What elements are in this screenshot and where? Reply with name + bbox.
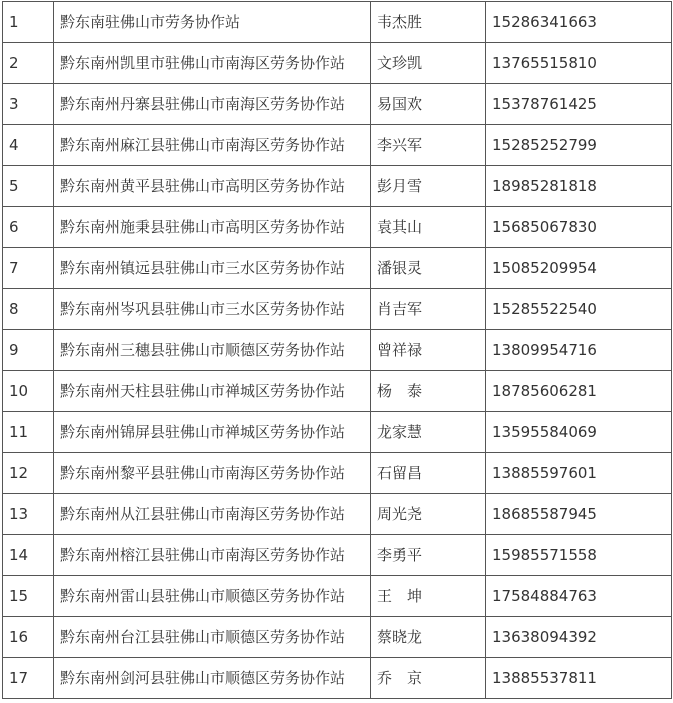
row-index-cell: 3: [3, 84, 54, 125]
table-row: [3, 166, 672, 207]
row-index-cell: 11: [3, 412, 54, 453]
phone-number-cell: 15286341663: [486, 2, 672, 43]
table-row: [3, 330, 672, 371]
station-name-cell: 黔东南州台江县驻佛山市顺德区劳务协作站: [54, 617, 371, 658]
contact-person-cell: 李兴军: [371, 125, 486, 166]
contact-person-cell: 李勇平: [371, 535, 486, 576]
table-row: [3, 535, 672, 576]
phone-number-cell: 13809954716: [486, 330, 672, 371]
row-index-cell: 14: [3, 535, 54, 576]
station-name-cell: 黔东南州三穗县驻佛山市顺德区劳务协作站: [54, 330, 371, 371]
row-index-cell: 5: [3, 166, 54, 207]
contact-table: [2, 1, 672, 699]
table-row: [3, 371, 672, 412]
row-index-cell: 2: [3, 43, 54, 84]
phone-number-cell: 13638094392: [486, 617, 672, 658]
contact-table-body: [3, 2, 672, 699]
phone-number-cell: 15685067830: [486, 207, 672, 248]
station-name-cell: 黔东南州从江县驻佛山市南海区劳务协作站: [54, 494, 371, 535]
row-index-cell: 4: [3, 125, 54, 166]
row-index-cell: 17: [3, 658, 54, 699]
station-name-cell: 黔东南州天柱县驻佛山市禅城区劳务协作站: [54, 371, 371, 412]
table-row: [3, 453, 672, 494]
row-index-cell: 9: [3, 330, 54, 371]
row-index-cell: 16: [3, 617, 54, 658]
table-row: [3, 289, 672, 330]
phone-number-cell: 15985571558: [486, 535, 672, 576]
table-row: [3, 84, 672, 125]
contact-person-cell: 韦杰胜: [371, 2, 486, 43]
station-name-cell: 黔东南州剑河县驻佛山市顺德区劳务协作站: [54, 658, 371, 699]
contact-person-cell: 乔 京: [371, 658, 486, 699]
phone-number-cell: 17584884763: [486, 576, 672, 617]
table-row: [3, 2, 672, 43]
contact-person-cell: 袁其山: [371, 207, 486, 248]
station-name-cell: 黔东南州施秉县驻佛山市高明区劳务协作站: [54, 207, 371, 248]
contact-person-cell: 彭月雪: [371, 166, 486, 207]
contact-person-cell: 曾祥禄: [371, 330, 486, 371]
table-row: [3, 248, 672, 289]
phone-number-cell: 13885597601: [486, 453, 672, 494]
phone-number-cell: 13765515810: [486, 43, 672, 84]
station-name-cell: 黔东南州雷山县驻佛山市顺德区劳务协作站: [54, 576, 371, 617]
row-index-cell: 7: [3, 248, 54, 289]
contact-person-cell: 王 坤: [371, 576, 486, 617]
contact-person-cell: 肖吉军: [371, 289, 486, 330]
row-index-cell: 12: [3, 453, 54, 494]
station-name-cell: 黔东南州凯里市驻佛山市南海区劳务协作站: [54, 43, 371, 84]
row-index-cell: 10: [3, 371, 54, 412]
station-name-cell: 黔东南州黎平县驻佛山市南海区劳务协作站: [54, 453, 371, 494]
station-name-cell: 黔东南州镇远县驻佛山市三水区劳务协作站: [54, 248, 371, 289]
contact-person-cell: 潘银灵: [371, 248, 486, 289]
phone-number-cell: 18785606281: [486, 371, 672, 412]
station-name-cell: 黔东南州榕江县驻佛山市南海区劳务协作站: [54, 535, 371, 576]
station-name-cell: 黔东南州丹寨县驻佛山市南海区劳务协作站: [54, 84, 371, 125]
station-name-cell: 黔东南驻佛山市劳务协作站: [54, 2, 371, 43]
table-row: [3, 207, 672, 248]
contact-person-cell: 杨 泰: [371, 371, 486, 412]
phone-number-cell: 18685587945: [486, 494, 672, 535]
station-name-cell: 黔东南州岑巩县驻佛山市三水区劳务协作站: [54, 289, 371, 330]
phone-number-cell: 15378761425: [486, 84, 672, 125]
row-index-cell: 8: [3, 289, 54, 330]
phone-number-cell: 15285522540: [486, 289, 672, 330]
table-row: [3, 43, 672, 84]
station-name-cell: 黔东南州麻江县驻佛山市南海区劳务协作站: [54, 125, 371, 166]
row-index-cell: 13: [3, 494, 54, 535]
phone-number-cell: 13595584069: [486, 412, 672, 453]
table-row: [3, 494, 672, 535]
row-index-cell: 1: [3, 2, 54, 43]
phone-number-cell: 18985281818: [486, 166, 672, 207]
table-row: [3, 617, 672, 658]
contact-person-cell: 龙家慧: [371, 412, 486, 453]
row-index-cell: 6: [3, 207, 54, 248]
table-row: [3, 412, 672, 453]
contact-person-cell: 易国欢: [371, 84, 486, 125]
phone-number-cell: 13885537811: [486, 658, 672, 699]
table-row: [3, 576, 672, 617]
row-index-cell: 15: [3, 576, 54, 617]
contact-person-cell: 周光尧: [371, 494, 486, 535]
station-name-cell: 黔东南州锦屏县驻佛山市禅城区劳务协作站: [54, 412, 371, 453]
phone-number-cell: 15085209954: [486, 248, 672, 289]
table-row: [3, 658, 672, 699]
contact-person-cell: 文珍凯: [371, 43, 486, 84]
station-name-cell: 黔东南州黄平县驻佛山市高明区劳务协作站: [54, 166, 371, 207]
table-row: [3, 125, 672, 166]
contact-person-cell: 蔡晓龙: [371, 617, 486, 658]
phone-number-cell: 15285252799: [486, 125, 672, 166]
contact-person-cell: 石留昌: [371, 453, 486, 494]
